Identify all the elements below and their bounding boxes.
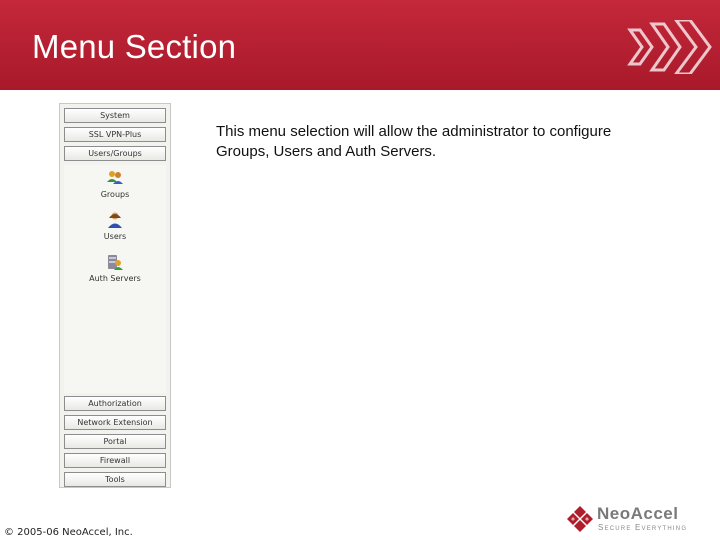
menu-item-ssl-vpn-plus[interactable]: SSL VPN-Plus <box>64 127 166 142</box>
menu-item-portal[interactable]: Portal <box>64 434 166 449</box>
menu-item-firewall[interactable]: Firewall <box>64 453 166 468</box>
submenu-item-users[interactable] <box>64 211 166 241</box>
menu-item-authorization[interactable]: Authorization <box>64 396 166 411</box>
menu-panel <box>59 103 171 488</box>
submenu-label-users: Users <box>103 232 127 241</box>
neoaccel-logo <box>565 504 717 536</box>
logo-tagline: Secure Everything <box>598 523 688 532</box>
slide-header <box>0 0 720 90</box>
users-groups-submenu <box>64 165 166 393</box>
menu-item-network-extension[interactable]: Network Extension <box>64 415 166 430</box>
user-icon <box>106 211 124 229</box>
auth-servers-icon <box>106 253 124 271</box>
logo-name: NeoAccel <box>597 504 679 523</box>
menu-item-tools[interactable]: Tools <box>64 472 166 487</box>
logo-mark-icon <box>565 504 595 534</box>
submenu-label-auth-servers: Auth Servers <box>89 274 141 283</box>
submenu-item-groups[interactable] <box>64 169 166 199</box>
menu-item-users-groups[interactable]: Users/Groups <box>64 146 166 161</box>
slide-title: Menu Section <box>32 28 237 65</box>
groups-icon <box>106 169 124 187</box>
submenu-item-auth-servers[interactable] <box>64 253 166 283</box>
menu-item-system[interactable]: System <box>64 108 166 123</box>
submenu-label-groups: Groups <box>100 190 130 199</box>
slide-body-text: This menu selection will allow the administrator to configure Groups, Users and Auth Servers. <box>216 123 612 160</box>
copyright-footer: © 2005-06 NeoAccel, Inc. <box>4 527 133 538</box>
chevrons-icon <box>626 20 716 74</box>
